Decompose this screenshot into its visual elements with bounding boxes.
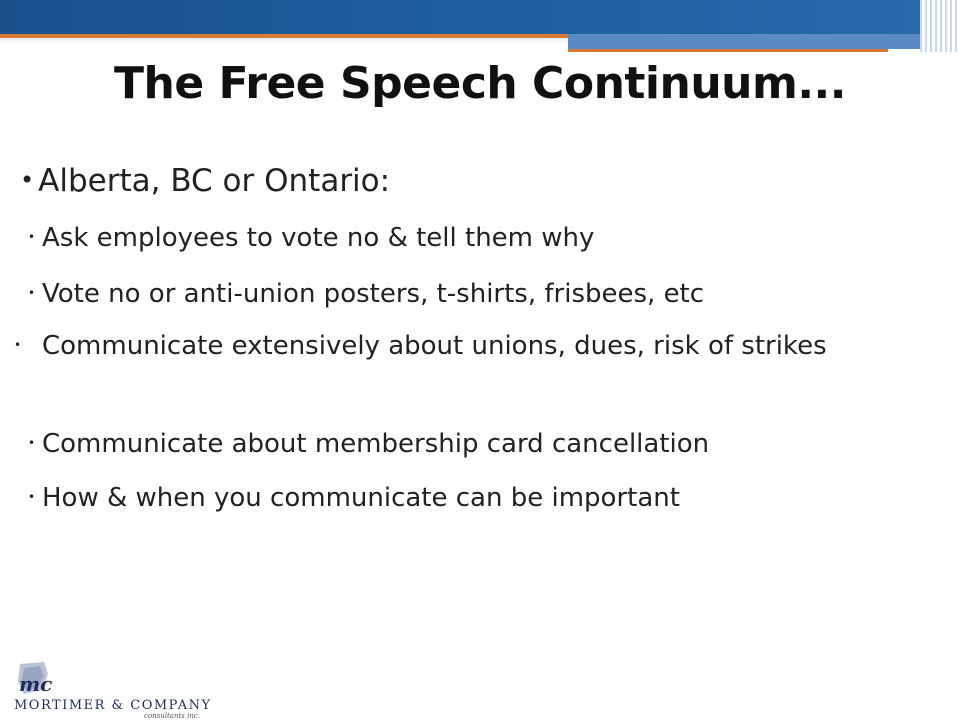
- list-item: [14, 328, 872, 363]
- list-item: [28, 220, 888, 255]
- list-item-text: How & when you communicate can be important: [42, 483, 680, 513]
- header-fade: [0, 38, 568, 44]
- list-item-text: Ask employees to vote no & tell them why: [42, 223, 595, 253]
- logo-tagline: consultants inc.: [144, 712, 200, 720]
- header-lower-bar: [568, 34, 920, 49]
- slide-title: The Free Speech Continuum...: [114, 58, 846, 109]
- list-item-text: Communicate extensively about unions, dues, risk of strikes: [42, 331, 827, 361]
- logo-name: MORTIMER & COMPANY: [14, 698, 212, 713]
- logo-initials: mc: [19, 672, 52, 696]
- list-item-text: Vote no or anti-union posters, t-shirts, frisbees, etc: [42, 279, 705, 309]
- logo-mark-icon: [14, 660, 52, 700]
- list-item: [28, 426, 888, 461]
- list-item: [28, 480, 888, 515]
- header-lower-accent: [568, 49, 888, 52]
- header-bar: [0, 0, 960, 34]
- list-item: [28, 276, 888, 311]
- bullet-icon: •: [20, 166, 35, 194]
- bullet-icon: •: [28, 436, 36, 450]
- list-item-text: Communicate about membership card cancellation: [42, 429, 710, 459]
- header-stripes: [920, 0, 960, 52]
- bullet-icon: •: [28, 490, 36, 504]
- bullet-icon: •: [14, 338, 22, 352]
- bullet-icon: •: [28, 286, 36, 300]
- heading-bullet: [20, 160, 390, 201]
- bullet-icon: •: [28, 230, 36, 244]
- company-logo: [10, 660, 212, 720]
- heading-bullet-text: Alberta, BC or Ontario:: [38, 163, 391, 199]
